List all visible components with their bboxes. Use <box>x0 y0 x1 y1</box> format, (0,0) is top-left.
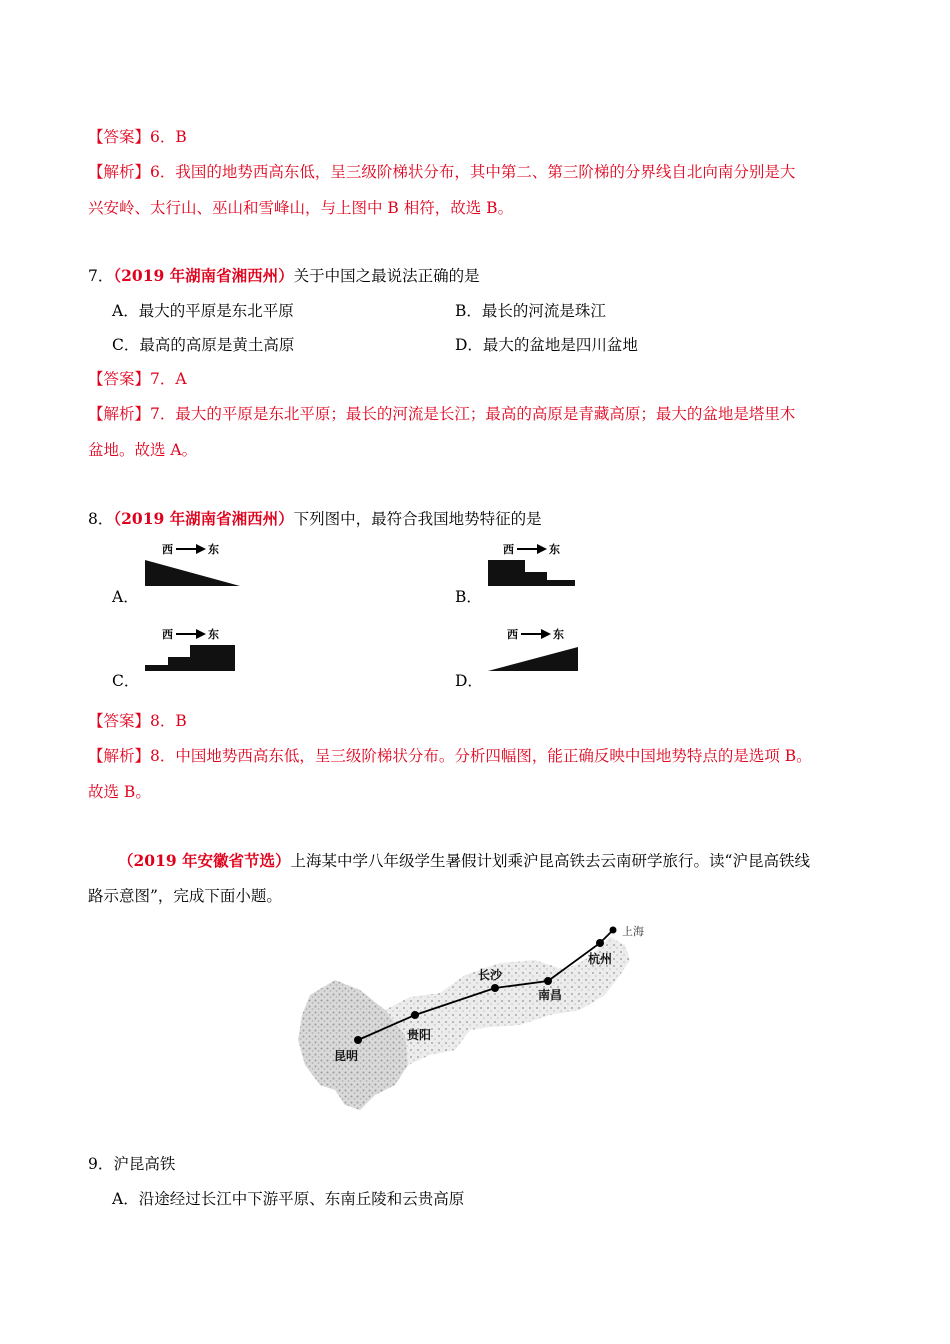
q9-option-a: A．沿途经过长江中下游平原、东南丘陵和云贵高原 <box>112 1190 465 1208</box>
q8-stem: 下列图中，最符合我国地势特征的是 <box>293 510 542 528</box>
q8-diagram-c <box>140 625 250 675</box>
q9-stem: 沪昆高铁 <box>113 1155 176 1173</box>
q8-option-b-label: B． <box>455 588 482 606</box>
station-guiyang <box>411 1011 419 1019</box>
q8-answer: 【答案】8．B <box>88 712 187 730</box>
west-label: 西 <box>503 543 514 556</box>
terrain-profile <box>145 560 240 586</box>
q7-option-d: D．最大的盆地是四川盆地 <box>455 336 638 354</box>
label-nanchang: 南昌 <box>538 988 563 1002</box>
q7-question <box>88 266 480 286</box>
intro-text-line2: 路示意图”，完成下面小题。 <box>88 887 282 905</box>
q7-analysis-line1: 【解析】7．最大的平原是东北平原；最长的河流是长江；最高的高原是青藏高原；最大的盆地是塔里木 <box>88 405 796 423</box>
q8-option-c-label: C． <box>112 672 140 690</box>
station-changsha <box>491 984 499 992</box>
station-kunming <box>354 1036 362 1044</box>
q9-number: 9． <box>88 1155 114 1173</box>
q8-diagram-a <box>140 540 250 590</box>
intro-line1 <box>118 851 810 871</box>
label-shanghai: 上海 <box>622 925 644 938</box>
q6-analysis-line1: 【解析】6．我国的地势西高东低，呈三级阶梯状分布，其中第二、第三阶梯的分界线自北向南分别是大 <box>88 163 796 181</box>
railway-route-map <box>290 915 670 1115</box>
q8-source: （2019 年湖南省湘西州） <box>113 509 294 528</box>
q7-source: （2019 年湖南省湘西州） <box>113 266 294 285</box>
label-kunming: 昆明 <box>334 1049 359 1063</box>
q8-analysis-line2: 故选 B。 <box>88 783 151 801</box>
q9-question <box>88 1154 175 1174</box>
q8-analysis-line1: 【解析】8．中国地势西高东低，呈三级阶梯状分布。分析四幅图，能正确反映中国地势特点的是选项 B。 <box>88 747 812 765</box>
yunnan-region <box>298 980 408 1110</box>
q6-answer: 【答案】6．B <box>88 128 187 146</box>
west-label: 西 <box>162 543 173 556</box>
west-label: 西 <box>162 628 173 641</box>
west-label: 西 <box>507 628 518 641</box>
east-label: 东 <box>208 543 219 556</box>
label-guiyang: 贵阳 <box>407 1028 432 1042</box>
q8-diagram-b <box>483 540 593 590</box>
q7-option-a: A．最大的平原是东北平原 <box>112 302 294 320</box>
q7-answer: 【答案】7．A <box>88 370 187 388</box>
q7-stem: 关于中国之最说法正确的是 <box>293 267 480 285</box>
q7-option-b: B．最长的河流是珠江 <box>455 302 606 320</box>
intro-source: （2019 年安徽省节选） <box>118 851 291 870</box>
q8-diagram-d <box>483 625 593 675</box>
terrain-profile <box>488 560 575 586</box>
q7-number: 7． <box>88 267 114 285</box>
terrain-profile <box>145 645 235 671</box>
q8-option-a-label: A． <box>112 588 139 606</box>
label-hangzhou: 杭州 <box>588 952 613 966</box>
intro-text-line1: 上海某中学八年级学生暑假计划乘沪昆高铁去云南研学旅行。读“沪昆高铁线 <box>290 852 810 870</box>
q7-option-c: C．最高的高原是黄土高原 <box>112 336 295 354</box>
q8-question <box>88 509 542 529</box>
q6-analysis-line2: 兴安岭、太行山、巫山和雪峰山，与上图中 B 相符，故选 B。 <box>88 199 514 217</box>
station-hangzhou <box>596 939 604 947</box>
q8-option-d-label: D． <box>455 672 483 690</box>
q7-analysis-line2: 盆地。故选 A。 <box>88 441 198 459</box>
terrain-profile <box>488 647 578 671</box>
east-label: 东 <box>549 543 560 556</box>
station-shanghai <box>610 927 617 934</box>
q8-number: 8． <box>88 510 114 528</box>
east-label: 东 <box>208 628 219 641</box>
label-changsha: 长沙 <box>478 968 503 982</box>
east-label: 东 <box>553 628 564 641</box>
station-nanchang <box>544 977 552 985</box>
